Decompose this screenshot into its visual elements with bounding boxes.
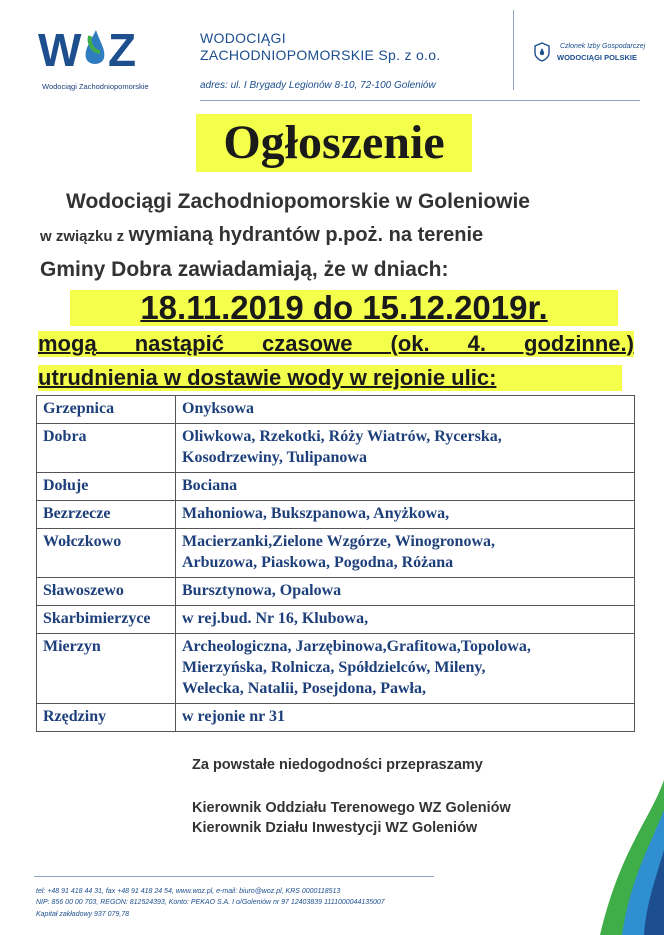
footer-divider (34, 876, 434, 877)
streets-cell (176, 529, 635, 578)
woz-logo (38, 22, 158, 74)
table-row (37, 473, 635, 501)
logo-subtitle: Wodociągi Zachodniopomorskie (42, 82, 149, 91)
street-line: Mahoniowa, Bukszpanowa, Anyżkowa, (182, 505, 450, 522)
locality-cell: Skarbimierzyce (37, 606, 176, 634)
locality-cell: Sławoszewo (37, 578, 176, 606)
street-line: Bursztynowa, Opalowa (182, 582, 342, 599)
notice-line-1: Wodociągi Zachodniopomorskie w Goleniowie (66, 190, 530, 213)
date-range (70, 290, 618, 326)
company-line-1: WODOCIĄGI (200, 30, 286, 46)
street-line: Archeologiczna, Jarzębinowa,Grafitowa,Topolowa, (182, 638, 531, 655)
member-organization: WODOCIĄGI POLSKIE (557, 53, 638, 62)
header-divider-vertical (513, 10, 514, 90)
street-line: w rej.bud. Nr 16, Klubowa, (182, 610, 369, 627)
streets-cell (176, 396, 635, 424)
street-line: Kosodrzewiny, Tulipanowa (182, 449, 367, 466)
water-drop-shield-icon (533, 42, 551, 62)
street-line: Onyksowa (182, 400, 255, 417)
table-row (37, 578, 635, 606)
company-address: adres: ul. I Brygady Legionów 8-10, 72-100 Goleniów (200, 80, 436, 91)
table-row (37, 606, 635, 634)
locality-cell: Grzepnica (37, 396, 176, 424)
company-line-2: ZACHODNIOPOMORSKIE Sp. z o.o. (200, 47, 441, 63)
streets-cell (176, 634, 635, 704)
table-row (37, 501, 635, 529)
svg-text:Z: Z (108, 24, 137, 74)
locality-cell: Rzędziny (37, 704, 176, 732)
table-row (37, 704, 635, 732)
locality-cell: Dołuje (37, 473, 176, 501)
highlight-line-1: mogą nastąpić czasowe (ok. 4. godzinne.) (38, 331, 634, 356)
signature-1: Kierownik Oddziału Terenowego WZ Goleniów (192, 800, 511, 816)
footer-contact: tel: +48 91 418 44 31, fax +48 91 418 24 54, www.woz.pl, e-mail: biuro@woz.pl, KRS 0000118513 (36, 888, 341, 895)
notice-line-2 (40, 224, 483, 247)
date-range-text: 18.11.2019 do 15.12.2019r. (140, 289, 548, 326)
footer-bank: NIP: 856 00 00 703, REGON: 812524393, Konto: PEKAO S.A. I o/Goleniów nr 97 12403839 1111000044135007 (36, 899, 385, 906)
street-line: Arbuzowa, Piaskowa, Pogodna, Różana (182, 554, 454, 571)
streets-cell (176, 501, 635, 529)
streets-table-body (37, 396, 635, 732)
street-line: Macierzanki,Zielone Wzgórze, Winogronowa, (182, 533, 496, 550)
notice-title: Ogłoszenie (196, 114, 472, 172)
member-caption: Członek Izby Gospodarczej (560, 43, 646, 50)
decorative-wave (560, 780, 664, 935)
streets-table (36, 395, 635, 732)
header-divider (200, 100, 640, 101)
streets-cell (176, 473, 635, 501)
table-row (37, 529, 635, 578)
locality-cell: Bezrzecze (37, 501, 176, 529)
table-row (37, 634, 635, 704)
street-line: Bociana (182, 477, 238, 494)
locality-cell: Mierzyn (37, 634, 176, 704)
svg-text:W: W (38, 24, 80, 74)
streets-cell (176, 578, 635, 606)
company-name (200, 30, 441, 64)
streets-cell (176, 704, 635, 732)
footer-capital: Kapitał zakładowy 937 079,78 (36, 911, 130, 918)
apology-text: Za powstałe niedogodności przepraszamy (192, 757, 483, 773)
notice-line-3: Gminy Dobra zawiadamiają, że w dniach: (40, 258, 449, 281)
highlight-line-2: utrudnienia w dostawie wody w rejonie ulic: (38, 365, 622, 391)
notice-line-2-main: wymianą hydrantów p.poż. na terenie (128, 224, 484, 246)
street-line: w rejonie nr 31 (182, 708, 285, 725)
streets-cell (176, 606, 635, 634)
table-row (37, 396, 635, 424)
locality-cell: Wołczkowo (37, 529, 176, 578)
table-row (37, 424, 635, 473)
street-line: Welecka, Natalii, Posejdona, Pawła, (182, 680, 426, 697)
notice-line-2-prefix: w związku z (40, 228, 125, 245)
street-line: Mierzyńska, Rolnicza, Spółdzielców, Mileny, (182, 659, 486, 676)
signature-2: Kierownik Działu Inwestycji WZ Goleniów (192, 820, 478, 836)
street-line: Oliwkowa, Rzekotki, Róży Wiatrów, Rycerska, (182, 428, 502, 445)
streets-cell (176, 424, 635, 473)
locality-cell: Dobra (37, 424, 176, 473)
